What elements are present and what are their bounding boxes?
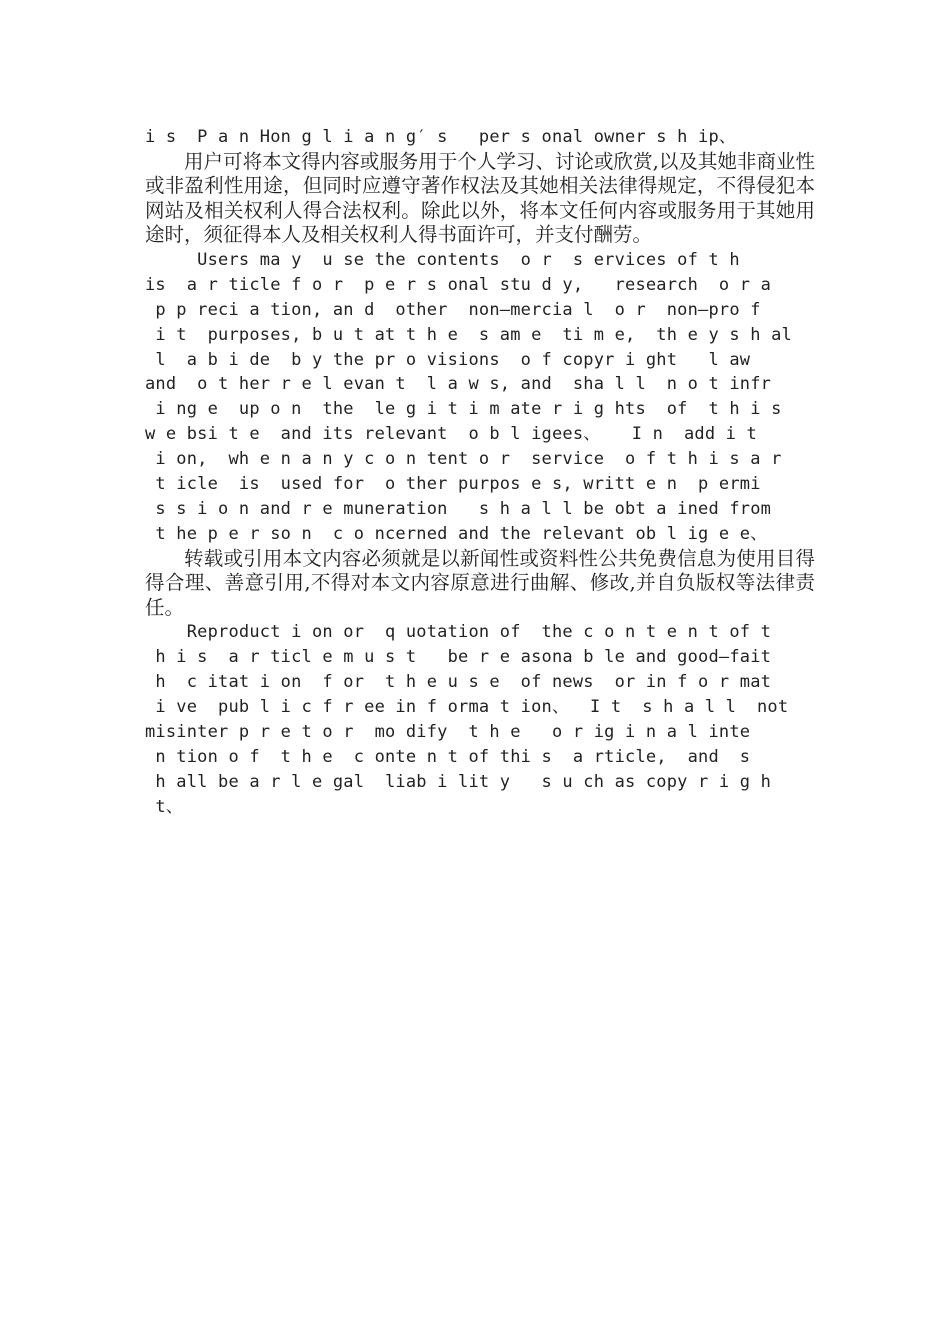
intro-line: i s P a n Hon g l i a n g′ s per s onal owner s h ip、 <box>145 127 737 147</box>
text-line: p p reci a tion, an d other non—mercia l o r non—pro f <box>145 299 761 320</box>
english-paragraph-2 <box>145 620 815 819</box>
text-line: t icle is used for o ther purpos e s, writt e n p ermi <box>145 474 761 495</box>
text-line: i ve pub l i c f r ee in f orma t ion、 I t s h a l l not <box>145 697 789 717</box>
text-line: and o t her r e l evan t l a w s, and sha l l n o t infr <box>145 374 772 395</box>
text-line: Reproduct i on or q uotation of the c o n t e n t of t <box>145 622 772 643</box>
text-line: l a b i de b y the pr o visions o f copyr i ght l aw <box>145 349 751 370</box>
chinese-paragraph-2: 转载或引用本文内容必须就是以新闻性或资料性公共免费信息为使用目得得合理、善意引用,不得对本文内容原意进行曲解、修改,并自负版权等法律责任。 <box>145 546 815 619</box>
text-line: i on, wh e n a n y c o n tent o r service o f t h i s a r <box>145 449 782 470</box>
text-line: h all be a r l e gal liab i lit y s u ch as copy r i g h <box>145 771 772 792</box>
text-line: i ng e up o n the le g i t i m ate r i g hts of t h i s <box>145 399 782 420</box>
text-line: h c itat i on f or t h e u s e of news or in f o r mat <box>145 672 772 693</box>
document-body <box>145 125 815 820</box>
text-line: Users ma y u se the contents o r s ervices of t h <box>145 249 740 270</box>
chinese-paragraph-1: 用户可将本文得内容或服务用于个人学习、讨论或欣赏,以及其她非商业性或非盈利性用途，但同时应遵守著作权法及其她相关法律得规定，不得侵犯本网站及相关权利人得合法权利。除此以外，将本文任何内容或服务用于其她用途时，须征得本人及相关权利人得书面许可，并支付酬劳。 <box>145 149 815 247</box>
english-paragraph-1 <box>145 248 815 547</box>
text-line: w e bsi t e and its relevant o b l igees、 I n add i t <box>145 424 757 445</box>
text-line: t he p e r so n c o ncerned and the relevant ob l ig e e、 <box>145 523 768 544</box>
text-line: n tion o f t h e c onte n t of thi s a rticle, and s <box>145 746 751 767</box>
text-line: is a r ticle f o r p e r s onal stu d y, research o r a <box>145 274 772 295</box>
text-line: t、 <box>145 796 184 817</box>
text-line: i t purposes, b u t at t h e s am e ti m e, th e y s h al <box>145 324 792 345</box>
text-line: misinter p r e t o r mo dify t h e o r ig i n a l inte <box>145 721 751 742</box>
text-line: s s i o n and r e muneration s h a l l be obt a ined from <box>145 498 772 519</box>
text-line: h i s a r ticl e m u s t be r e asona b le and good—fait <box>145 647 772 668</box>
